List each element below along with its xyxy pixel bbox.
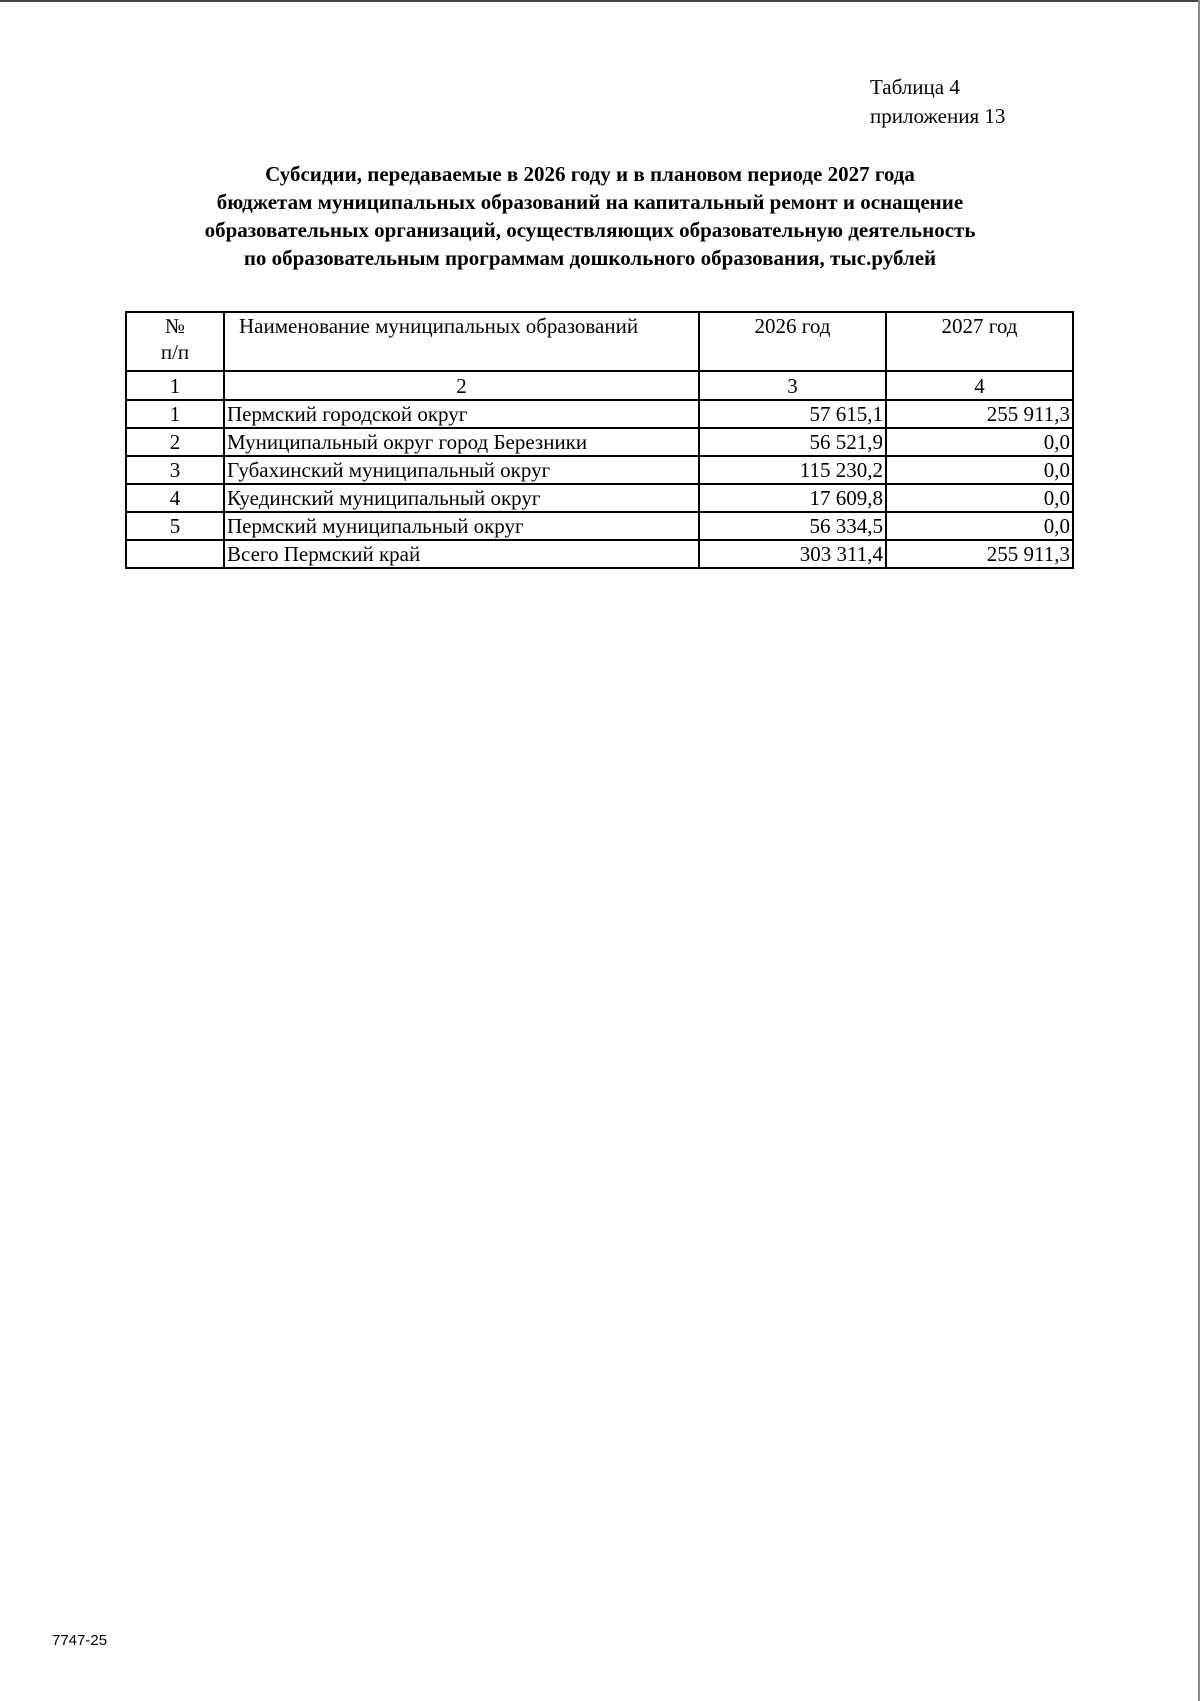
header-2027: 2027 год [886,312,1073,371]
table-number: Таблица 4 [870,75,960,99]
municipality-name: Куединский муниципальный округ [224,484,699,512]
header-number-line-1: № [164,314,186,338]
total-row-number [126,540,224,568]
amount-2026: 115 230,2 [699,456,886,484]
row-number: 1 [126,400,224,428]
row-number: 2 [126,428,224,456]
document-title [140,160,1040,272]
table-header-row [126,312,1073,371]
row-number: 5 [126,512,224,540]
amount-2027: 0,0 [886,484,1073,512]
table-row [126,400,1073,428]
column-number-2: 2 [224,371,699,400]
table-reference [870,73,1005,131]
header-number [126,312,224,371]
column-numbers-row [126,371,1073,400]
row-number: 4 [126,484,224,512]
title-line-1: Субсидии, передаваемые в 2026 году и в плановом периоде 2027 года [265,162,915,186]
column-number-4: 4 [886,371,1073,400]
scan-edge-top [0,0,1200,2]
table-row [126,512,1073,540]
row-number: 3 [126,456,224,484]
total-row [126,540,1073,568]
amount-2027: 0,0 [886,456,1073,484]
subsidies-table [125,311,1074,569]
amount-2027: 0,0 [886,428,1073,456]
column-number-1: 1 [126,371,224,400]
municipality-name: Муниципальный округ город Березники [224,428,699,456]
municipality-name: Пермский городской округ [224,400,699,428]
header-2026: 2026 год [699,312,886,371]
amount-2026: 17 609,8 [699,484,886,512]
header-number-line-2: п/п [160,340,190,364]
total-2027: 255 911,3 [886,540,1073,568]
column-number-3: 3 [699,371,886,400]
municipality-name: Губахинский муниципальный округ [224,456,699,484]
total-2026: 303 311,4 [699,540,886,568]
title-line-4: по образовательным программам дошкольного образования, тыс.рублей [243,246,937,270]
table-row [126,484,1073,512]
document-code: 7747-25 [52,1632,108,1649]
appendix-number: приложения 13 [870,104,1006,128]
total-label: Всего Пермский край [224,540,699,568]
amount-2027: 0,0 [886,512,1073,540]
amount-2027: 255 911,3 [886,400,1073,428]
title-line-3: образовательных организаций, осуществляющих образовательную деятельность [204,218,976,242]
table-row [126,428,1073,456]
amount-2026: 56 521,9 [699,428,886,456]
municipality-name: Пермский муниципальный округ [224,512,699,540]
title-line-2: бюджетам муниципальных образований на капитальный ремонт и оснащение [216,190,964,214]
header-name: Наименование муниципальных образований [224,312,699,371]
amount-2026: 56 334,5 [699,512,886,540]
table-row [126,456,1073,484]
amount-2026: 57 615,1 [699,400,886,428]
